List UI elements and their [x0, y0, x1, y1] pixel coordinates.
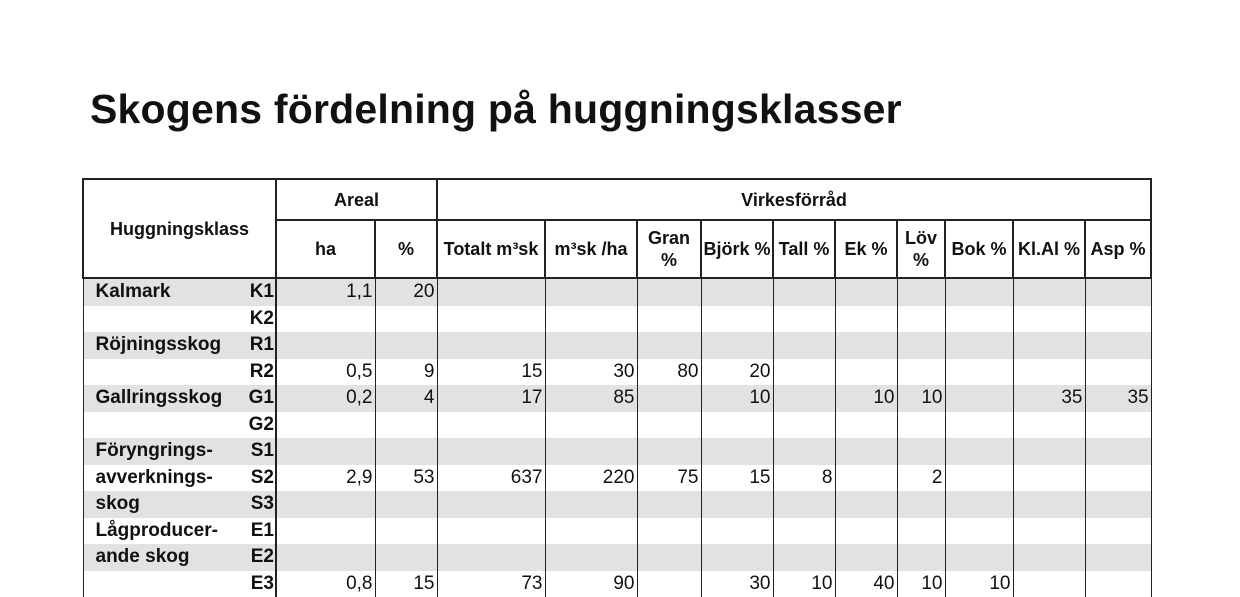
cell-5 [701, 412, 773, 439]
cell-2: 15 [437, 359, 545, 386]
table-body [83, 278, 1151, 597]
cell-5 [701, 332, 773, 359]
cell-11 [1085, 332, 1151, 359]
cell-4 [637, 385, 701, 412]
cell-4 [637, 438, 701, 465]
cell-10 [1013, 278, 1085, 306]
cell-3: 85 [545, 385, 637, 412]
row-class-code: E2 [236, 544, 276, 571]
cell-0: 0,8 [276, 571, 375, 597]
cell-10 [1013, 438, 1085, 465]
cell-1 [375, 518, 437, 545]
row-class-name: Kalmark [83, 278, 236, 306]
cell-7 [835, 359, 897, 386]
cell-5 [701, 278, 773, 306]
header-virkesforrad: Virkesförråd [437, 179, 1151, 220]
cell-6 [773, 278, 835, 306]
cell-5 [701, 438, 773, 465]
cell-9 [945, 465, 1013, 492]
cell-0 [276, 332, 375, 359]
cell-7 [835, 438, 897, 465]
cell-9 [945, 518, 1013, 545]
cell-1 [375, 412, 437, 439]
cell-1: 4 [375, 385, 437, 412]
cell-8 [897, 438, 945, 465]
cell-7: 10 [835, 385, 897, 412]
cell-9: 10 [945, 571, 1013, 597]
cell-10 [1013, 465, 1085, 492]
cell-8: 10 [897, 571, 945, 597]
table-row [83, 332, 1151, 359]
cell-5: 30 [701, 571, 773, 597]
cell-5 [701, 544, 773, 571]
cell-1 [375, 491, 437, 518]
row-class-name: Lågproducer- [83, 518, 236, 545]
cell-6 [773, 438, 835, 465]
cell-7 [835, 465, 897, 492]
cell-0 [276, 306, 375, 333]
cell-10 [1013, 306, 1085, 333]
cell-6 [773, 412, 835, 439]
cell-10 [1013, 412, 1085, 439]
cell-0 [276, 438, 375, 465]
cell-2 [437, 544, 545, 571]
cell-6 [773, 544, 835, 571]
row-class-name [83, 412, 236, 439]
cell-9 [945, 359, 1013, 386]
row-class-name: Föryngrings- [83, 438, 236, 465]
row-class-name: ande skog [83, 544, 236, 571]
cell-0 [276, 491, 375, 518]
table-row [83, 571, 1151, 597]
cell-8 [897, 306, 945, 333]
subheader-col-10: Kl.Al % [1013, 220, 1085, 278]
cell-5: 10 [701, 385, 773, 412]
subheader-col-4: Gran % [637, 220, 701, 278]
table-row [83, 278, 1151, 306]
subheader-col-5: Björk % [701, 220, 773, 278]
table-row [83, 306, 1151, 333]
cell-3: 90 [545, 571, 637, 597]
cell-10 [1013, 571, 1085, 597]
cell-1: 9 [375, 359, 437, 386]
cell-11 [1085, 491, 1151, 518]
header-areal: Areal [276, 179, 437, 220]
row-class-name: avverknings- [83, 465, 236, 492]
cell-1: 53 [375, 465, 437, 492]
cell-4: 80 [637, 359, 701, 386]
cell-4 [637, 518, 701, 545]
cell-2: 73 [437, 571, 545, 597]
cell-2 [437, 491, 545, 518]
cell-4 [637, 306, 701, 333]
table-row [83, 518, 1151, 545]
cell-3 [545, 518, 637, 545]
subheader-col-1: % [375, 220, 437, 278]
cell-2 [437, 306, 545, 333]
table-container [82, 178, 1152, 597]
subheader-col-11: Asp % [1085, 220, 1151, 278]
cell-7 [835, 306, 897, 333]
cell-7 [835, 412, 897, 439]
cell-2: 17 [437, 385, 545, 412]
cell-9 [945, 332, 1013, 359]
cell-3 [545, 438, 637, 465]
cell-11: 35 [1085, 385, 1151, 412]
subheader-col-2: Totalt m³sk [437, 220, 545, 278]
cell-10 [1013, 491, 1085, 518]
cell-11 [1085, 412, 1151, 439]
row-class-code: G1 [236, 385, 276, 412]
cell-5: 15 [701, 465, 773, 492]
row-class-name [83, 571, 236, 597]
cell-3 [545, 332, 637, 359]
cell-4 [637, 278, 701, 306]
cell-1 [375, 306, 437, 333]
cell-6 [773, 306, 835, 333]
cell-3: 220 [545, 465, 637, 492]
cell-0 [276, 412, 375, 439]
cell-8: 10 [897, 385, 945, 412]
header-huggningsklass: Huggningsklass [83, 179, 276, 278]
subheader-col-9: Bok % [945, 220, 1013, 278]
subheader-col-7: Ek % [835, 220, 897, 278]
cell-0: 1,1 [276, 278, 375, 306]
cell-2 [437, 278, 545, 306]
row-class-code: K1 [236, 278, 276, 306]
cell-0: 0,2 [276, 385, 375, 412]
cell-11 [1085, 359, 1151, 386]
table-row [83, 359, 1151, 386]
subheader-col-0: ha [276, 220, 375, 278]
cell-11 [1085, 571, 1151, 597]
cell-9 [945, 306, 1013, 333]
cell-11 [1085, 465, 1151, 492]
cell-9 [945, 544, 1013, 571]
cell-3 [545, 491, 637, 518]
table-row [83, 385, 1151, 412]
cell-5 [701, 518, 773, 545]
cell-11 [1085, 438, 1151, 465]
cell-4 [637, 332, 701, 359]
cell-1 [375, 332, 437, 359]
cell-1: 15 [375, 571, 437, 597]
row-class-code: K2 [236, 306, 276, 333]
row-class-code: E3 [236, 571, 276, 597]
cell-3 [545, 412, 637, 439]
row-class-code: G2 [236, 412, 276, 439]
cell-3: 30 [545, 359, 637, 386]
table-row [83, 465, 1151, 492]
table-row [83, 491, 1151, 518]
cell-10 [1013, 359, 1085, 386]
cell-6 [773, 518, 835, 545]
cell-6 [773, 359, 835, 386]
cell-10 [1013, 332, 1085, 359]
cell-9 [945, 438, 1013, 465]
cell-10: 35 [1013, 385, 1085, 412]
cell-4 [637, 544, 701, 571]
table-row [83, 438, 1151, 465]
cell-0 [276, 544, 375, 571]
cell-8 [897, 544, 945, 571]
row-class-name [83, 306, 236, 333]
row-class-code: S3 [236, 491, 276, 518]
cell-7 [835, 544, 897, 571]
cell-2 [437, 332, 545, 359]
cell-9 [945, 491, 1013, 518]
cell-8 [897, 412, 945, 439]
cell-0: 2,9 [276, 465, 375, 492]
row-class-name: skog [83, 491, 236, 518]
cell-5 [701, 306, 773, 333]
cell-10 [1013, 518, 1085, 545]
subheader-col-8: Löv % [897, 220, 945, 278]
cell-1 [375, 544, 437, 571]
cell-1 [375, 438, 437, 465]
cell-0: 0,5 [276, 359, 375, 386]
cell-8 [897, 332, 945, 359]
table-row [83, 412, 1151, 439]
cell-8 [897, 359, 945, 386]
row-class-code: E1 [236, 518, 276, 545]
cell-2 [437, 518, 545, 545]
cell-4 [637, 571, 701, 597]
cell-7: 40 [835, 571, 897, 597]
row-class-name: Gallringsskog [83, 385, 236, 412]
cell-7 [835, 518, 897, 545]
cell-6: 8 [773, 465, 835, 492]
cell-6 [773, 385, 835, 412]
cell-4 [637, 412, 701, 439]
row-class-code: S1 [236, 438, 276, 465]
row-class-code: S2 [236, 465, 276, 492]
page-title: Skogens fördelning på huggningsklasser [90, 86, 902, 133]
cell-0 [276, 518, 375, 545]
cell-11 [1085, 518, 1151, 545]
subheader-col-6: Tall % [773, 220, 835, 278]
cell-3 [545, 306, 637, 333]
cell-8 [897, 518, 945, 545]
cell-11 [1085, 544, 1151, 571]
cell-11 [1085, 306, 1151, 333]
row-class-code: R2 [236, 359, 276, 386]
cell-1: 20 [375, 278, 437, 306]
row-class-name [83, 359, 236, 386]
cell-3 [545, 278, 637, 306]
row-class-code: R1 [236, 332, 276, 359]
cell-9 [945, 385, 1013, 412]
cell-4 [637, 491, 701, 518]
cell-2 [437, 412, 545, 439]
cell-10 [1013, 544, 1085, 571]
cell-8 [897, 491, 945, 518]
cell-3 [545, 544, 637, 571]
cell-2: 637 [437, 465, 545, 492]
cell-11 [1085, 278, 1151, 306]
huggningsklass-table [82, 178, 1152, 597]
cell-7 [835, 332, 897, 359]
subheader-col-3: m³sk /ha [545, 220, 637, 278]
cell-6 [773, 332, 835, 359]
cell-2 [437, 438, 545, 465]
row-class-name: Röjningsskog [83, 332, 236, 359]
cell-8: 2 [897, 465, 945, 492]
cell-8 [897, 278, 945, 306]
cell-7 [835, 491, 897, 518]
cell-7 [835, 278, 897, 306]
cell-6: 10 [773, 571, 835, 597]
cell-4: 75 [637, 465, 701, 492]
table-row [83, 544, 1151, 571]
cell-5: 20 [701, 359, 773, 386]
cell-5 [701, 491, 773, 518]
cell-9 [945, 278, 1013, 306]
cell-9 [945, 412, 1013, 439]
cell-6 [773, 491, 835, 518]
